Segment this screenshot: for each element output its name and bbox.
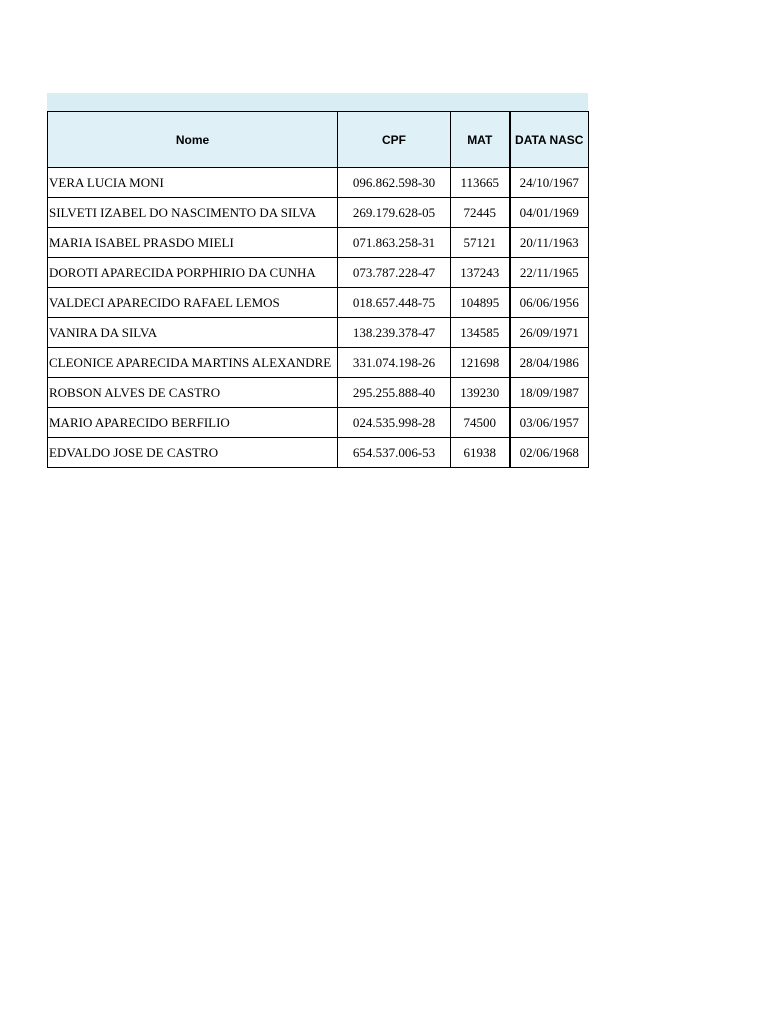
cell-cpf: 024.535.998-28 [338,408,451,438]
cell-mat: 137243 [451,258,510,288]
cell-cpf: 295.255.888-40 [338,378,451,408]
cell-nome: VERA LUCIA MONI [48,168,338,198]
table-row [48,168,589,198]
cell-nome: ROBSON ALVES DE CASTRO [48,378,338,408]
table-row [48,408,589,438]
cell-cpf: 331.074.198-26 [338,348,451,378]
cell-data-nasc: 28/04/1986 [510,348,589,378]
cell-data-nasc: 26/09/1971 [510,318,589,348]
cell-nome: MARIA ISABEL PRASDO MIELI [48,228,338,258]
cell-cpf: 071.863.258-31 [338,228,451,258]
cell-data-nasc: 18/09/1987 [510,378,589,408]
column-header-cpf: CPF [338,112,451,168]
table-row [48,378,589,408]
table-row [48,288,589,318]
cell-mat: 139230 [451,378,510,408]
cell-mat: 72445 [451,198,510,228]
cell-nome: VANIRA DA SILVA [48,318,338,348]
employee-table [47,111,589,468]
cell-cpf: 096.862.598-30 [338,168,451,198]
column-header-mat: MAT [451,112,510,168]
cell-nome: SILVETI IZABEL DO NASCIMENTO DA SILVA [48,198,338,228]
cell-cpf: 269.179.628-05 [338,198,451,228]
cell-cpf: 018.657.448-75 [338,288,451,318]
cell-data-nasc: 20/11/1963 [510,228,589,258]
cell-nome: CLEONICE APARECIDA MARTINS ALEXANDRE [48,348,338,378]
cell-cpf: 073.787.228-47 [338,258,451,288]
cell-mat: 104895 [451,288,510,318]
cell-mat: 74500 [451,408,510,438]
cell-mat: 121698 [451,348,510,378]
cell-data-nasc: 24/10/1967 [510,168,589,198]
cell-cpf: 654.537.006-53 [338,438,451,468]
table-header-row [48,112,589,168]
cell-mat: 113665 [451,168,510,198]
cell-nome: VALDECI APARECIDO RAFAEL LEMOS [48,288,338,318]
table-row [48,228,589,258]
cell-mat: 57121 [451,228,510,258]
table-row [48,198,589,228]
table-row [48,438,589,468]
cell-data-nasc: 06/06/1956 [510,288,589,318]
header-band [47,93,588,111]
cell-nome: EDVALDO JOSE DE CASTRO [48,438,338,468]
table-row [48,348,589,378]
cell-data-nasc: 02/06/1968 [510,438,589,468]
cell-cpf: 138.239.378-47 [338,318,451,348]
cell-nome: MARIO APARECIDO BERFILIO [48,408,338,438]
cell-mat: 61938 [451,438,510,468]
column-header-data-nasc: DATA NASC [510,112,589,168]
cell-nome: DOROTI APARECIDA PORPHIRIO DA CUNHA [48,258,338,288]
cell-mat: 134585 [451,318,510,348]
cell-data-nasc: 04/01/1969 [510,198,589,228]
table-row [48,318,589,348]
cell-data-nasc: 03/06/1957 [510,408,589,438]
table-row [48,258,589,288]
cell-data-nasc: 22/11/1965 [510,258,589,288]
column-header-nome: Nome [48,112,338,168]
